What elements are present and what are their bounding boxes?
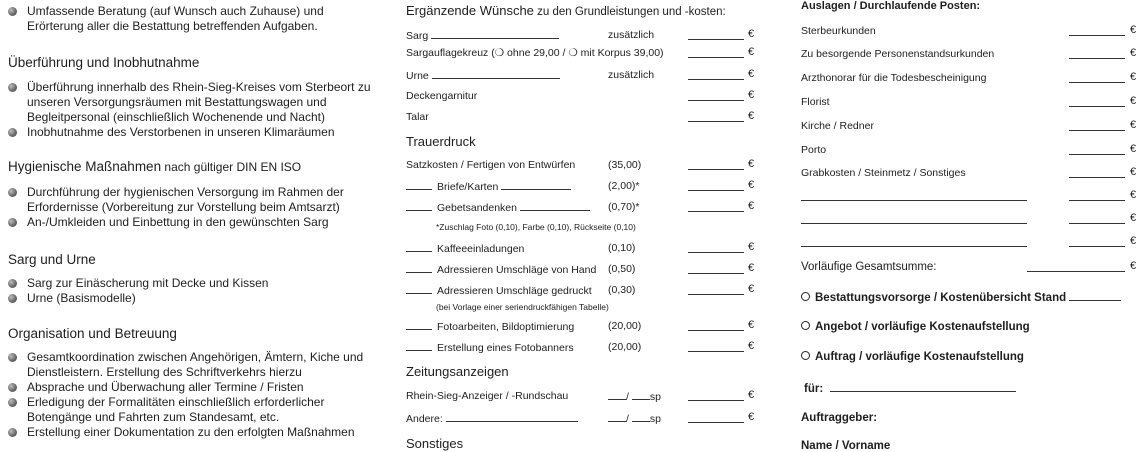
currency-label: € bbox=[1130, 166, 1137, 178]
option-order[interactable] bbox=[801, 351, 1024, 363]
size-field[interactable] bbox=[608, 412, 626, 422]
option-offer[interactable] bbox=[801, 321, 1030, 333]
list-item-text: An-/Umkleiden und Einbettung in den gewünschten Sarg bbox=[27, 215, 329, 229]
print-price: (0,10) bbox=[608, 242, 636, 254]
radio-circle-icon[interactable] bbox=[801, 351, 810, 360]
quantity-field[interactable] bbox=[406, 180, 432, 190]
print-row bbox=[406, 242, 758, 256]
currency-label: € bbox=[748, 283, 755, 295]
amount-field[interactable] bbox=[688, 351, 744, 352]
print-price: (0,70)* bbox=[608, 201, 640, 213]
total-amount-field[interactable] bbox=[1027, 271, 1125, 272]
newspaper-label: Andere: bbox=[406, 412, 578, 425]
list-item-text: Absprache und Überwachung aller Termine / Fristen bbox=[27, 380, 304, 394]
section-title-organisation: Organisation und Betreuung bbox=[8, 326, 177, 341]
radio-circle-icon[interactable] bbox=[801, 292, 810, 301]
list-item bbox=[8, 380, 380, 395]
currency-label: € bbox=[1130, 189, 1137, 201]
option-label: Bestattungsvorsorge / Kostenübersicht Stand bbox=[815, 292, 1067, 304]
blank-expense-row bbox=[801, 190, 1140, 204]
total-row bbox=[801, 261, 1140, 275]
newspaper-fill-line[interactable] bbox=[446, 412, 578, 422]
bullet-icon bbox=[8, 383, 17, 392]
wish-label: Sarg bbox=[406, 29, 559, 42]
expense-row bbox=[801, 96, 1140, 110]
print-row bbox=[406, 159, 758, 173]
currency-label: € bbox=[748, 158, 755, 170]
bullet-icon bbox=[8, 398, 17, 407]
newspaper-size: / sp bbox=[608, 390, 661, 403]
currency-label: € bbox=[748, 89, 755, 101]
print-row bbox=[406, 320, 758, 334]
wish-row-gown bbox=[406, 111, 758, 125]
print-fill-line[interactable] bbox=[501, 180, 571, 190]
section-title-transfer: Überführung und Inobhutnahme bbox=[8, 55, 200, 70]
quantity-field[interactable] bbox=[406, 263, 432, 273]
list-item-text: Urne (Basismodelle) bbox=[27, 291, 136, 305]
for-name-field[interactable] bbox=[830, 381, 1016, 392]
list-item-text: Umfassende Beratung (auf Wunsch auch Zuhause) und Erörterung aller die Bestattung betreffenden Aufgaben. bbox=[27, 4, 324, 33]
print-price: (0,30) bbox=[608, 284, 636, 296]
wishes-heading bbox=[406, 3, 726, 18]
photo-surcharge-note: *Zuschlag Foto (0,10), Farbe (0,10), Rückseite (0,10) bbox=[436, 222, 636, 232]
newspaper-size: / sp bbox=[608, 412, 661, 425]
print-price: (0,50) bbox=[608, 263, 636, 275]
currency-label: € bbox=[1130, 119, 1137, 131]
wish-row-blanket bbox=[406, 90, 758, 104]
list-item-text: Sarg zur Einäscherung mit Decke und Kissen bbox=[27, 276, 269, 290]
option-label: Auftrag / vorläufige Kostenaufstellung bbox=[815, 351, 1024, 363]
list-item bbox=[8, 185, 380, 215]
coffin-list bbox=[8, 276, 380, 306]
bullet-icon bbox=[8, 7, 17, 16]
print-row bbox=[406, 284, 758, 298]
amount-field[interactable] bbox=[688, 121, 744, 122]
amount-field[interactable] bbox=[688, 294, 744, 295]
bullet-icon bbox=[8, 353, 17, 362]
expense-row bbox=[801, 72, 1140, 86]
currency-label: € bbox=[1130, 212, 1137, 224]
trauerdruck-heading: Trauerdruck bbox=[406, 134, 476, 149]
currency-label: € bbox=[1130, 235, 1137, 247]
for-label: für: bbox=[804, 383, 824, 395]
hygiene-list bbox=[8, 185, 380, 230]
quantity-field[interactable] bbox=[406, 201, 432, 211]
currency-label: € bbox=[1130, 143, 1137, 155]
amount-field[interactable] bbox=[1069, 82, 1125, 83]
print-label: Fotoarbeiten, Bildoptimierung bbox=[406, 320, 574, 333]
list-item bbox=[8, 395, 380, 425]
total-label: Vorläufige Gesamtsumme: bbox=[801, 261, 937, 273]
print-row bbox=[406, 263, 758, 277]
newspaper-row bbox=[406, 412, 758, 426]
expense-row bbox=[801, 167, 1140, 181]
list-item-text: Durchführung der hygienischen Versorgung im Rahmen der Erfordernisse (Vorbereitung zur Vorstellung beim Amtsarzt) bbox=[27, 185, 344, 214]
wish-label: Sargauflagekreuz (❍ ohne 29,00 / ❍ mit Korpus 39,00) bbox=[406, 47, 664, 59]
expense-label: Grabkosten / Steinmetz / Sonstiges bbox=[801, 167, 966, 179]
wish-row-urn bbox=[406, 69, 758, 83]
print-label: Satzkosten / Fertigen von Entwürfen bbox=[406, 159, 576, 171]
amount-field[interactable] bbox=[1069, 246, 1125, 247]
list-item bbox=[8, 80, 380, 125]
amount-field[interactable] bbox=[688, 252, 744, 253]
list-item bbox=[8, 276, 380, 291]
client-label: Auftraggeber: bbox=[801, 412, 878, 424]
print-row bbox=[406, 201, 758, 215]
wish-label: Talar bbox=[406, 111, 429, 123]
quantity-field[interactable] bbox=[406, 341, 432, 351]
amount-field[interactable] bbox=[1069, 106, 1125, 107]
wish-row-coffin bbox=[406, 29, 758, 43]
amount-field[interactable] bbox=[1069, 58, 1125, 59]
bullet-icon bbox=[8, 218, 17, 227]
currency-label: € bbox=[748, 46, 755, 58]
sp-field[interactable] bbox=[632, 390, 650, 400]
size-field[interactable] bbox=[608, 390, 626, 400]
amount-field[interactable] bbox=[1069, 200, 1125, 201]
wish-fill-line[interactable] bbox=[432, 69, 560, 79]
section-title-coffin: Sarg und Urne bbox=[8, 252, 96, 267]
blank-label-field[interactable] bbox=[801, 223, 1027, 224]
organisation-list bbox=[8, 350, 380, 440]
wish-col: zusätzlich bbox=[608, 29, 655, 41]
currency-label: € bbox=[748, 340, 755, 352]
blank-label-field[interactable] bbox=[801, 246, 1027, 247]
misc-heading: Sonstiges bbox=[406, 436, 464, 451]
list-item bbox=[8, 215, 380, 230]
currency-label: € bbox=[748, 241, 755, 253]
currency-label: € bbox=[748, 262, 755, 274]
bullet-icon bbox=[8, 83, 17, 92]
amount-field[interactable] bbox=[688, 39, 744, 40]
print-row bbox=[406, 341, 758, 355]
for-row bbox=[804, 381, 1016, 395]
radio-circle-icon[interactable] bbox=[801, 321, 810, 330]
quantity-field[interactable] bbox=[406, 284, 432, 294]
list-item bbox=[8, 425, 380, 440]
currency-label: € bbox=[748, 28, 755, 40]
print-price: (20,00) bbox=[608, 320, 642, 332]
wish-fill-line[interactable] bbox=[431, 29, 559, 39]
wishes-heading-main: Ergänzende Wünsche bbox=[406, 3, 534, 18]
transfer-list bbox=[8, 80, 380, 140]
section-title-hygiene-main: Hygienische Maßnahmen bbox=[8, 159, 162, 174]
newspaper-row bbox=[406, 390, 758, 404]
amount-field[interactable] bbox=[688, 100, 744, 101]
list-item bbox=[8, 291, 380, 306]
expense-row bbox=[801, 48, 1140, 62]
currency-label: € bbox=[748, 200, 755, 212]
bullet-icon bbox=[8, 279, 17, 288]
currency-label: € bbox=[748, 319, 755, 331]
currency-label: € bbox=[1130, 71, 1137, 83]
amount-field[interactable] bbox=[688, 190, 744, 191]
list-item-text: Überführung innerhalb des Rhein-Sieg-Kreises vom Sterbeort zu unseren Versorgungsräumen mit Bestattungswagen und Begleitpersonal (einschließlich Wochenende und Nacht) bbox=[27, 80, 371, 124]
wishes-heading-sub: zu den Grundleistungen und -kosten: bbox=[533, 6, 726, 18]
quantity-field[interactable] bbox=[406, 242, 432, 252]
amount-field[interactable] bbox=[688, 79, 744, 80]
print-fill-line[interactable] bbox=[520, 201, 590, 211]
print-price: (2,00)* bbox=[608, 180, 640, 192]
print-label: Adressieren Umschläge gedruckt bbox=[406, 284, 592, 297]
blank-expense-row bbox=[801, 213, 1140, 227]
amount-field[interactable] bbox=[1069, 130, 1125, 131]
currency-label: € bbox=[1130, 260, 1137, 272]
list-item-text: Erledigung der Formalitäten einschließlich erforderlicher Botengänge und Fahrten zum Standesamt, etc. bbox=[27, 395, 325, 424]
list-item-text: Inobhutnahme des Verstorbenen in unseren Klimaräumen bbox=[27, 125, 335, 139]
print-label: Kaffeeeinladungen bbox=[406, 242, 524, 255]
newspaper-label: Rhein-Sieg-Anzeiger / -Rundschau bbox=[406, 390, 569, 402]
intro-list bbox=[8, 4, 380, 34]
print-price: (20,00) bbox=[608, 341, 642, 353]
print-label: Gebetsandenken bbox=[406, 201, 590, 214]
wish-label: Urne bbox=[406, 69, 560, 82]
bullet-icon bbox=[8, 128, 17, 137]
amount-field[interactable] bbox=[688, 211, 744, 212]
print-row bbox=[406, 180, 758, 194]
bullet-icon bbox=[8, 188, 17, 197]
blank-label-field[interactable] bbox=[801, 200, 1027, 201]
currency-label: € bbox=[748, 179, 755, 191]
quantity-field[interactable] bbox=[406, 320, 432, 330]
date-field[interactable] bbox=[1069, 290, 1121, 301]
amount-field[interactable] bbox=[688, 422, 744, 423]
list-item-text: Erstellung einer Dokumentation zu den erfolgten Maßnahmen bbox=[27, 425, 355, 439]
amount-field[interactable] bbox=[1069, 177, 1125, 178]
list-item bbox=[8, 4, 380, 34]
currency-label: € bbox=[748, 110, 755, 122]
list-item bbox=[8, 350, 380, 380]
blank-expense-row bbox=[801, 236, 1140, 250]
expense-label: Florist bbox=[801, 96, 830, 108]
currency-label: € bbox=[1130, 95, 1137, 107]
print-label: Briefe/Karten bbox=[406, 180, 571, 193]
name-label: Name / Vorname bbox=[801, 440, 891, 452]
sp-field[interactable] bbox=[632, 412, 650, 422]
list-item-text: Gesamtkoordination zwischen Angehörigen, Ämtern, Kiche und Dienstleistern. Erstellung des Schriftverkehrs hierzu bbox=[27, 350, 364, 379]
print-label: Erstellung eines Fotobanners bbox=[406, 341, 574, 354]
amount-field[interactable] bbox=[688, 400, 744, 401]
bullet-icon bbox=[8, 428, 17, 437]
amount-field[interactable] bbox=[1069, 35, 1125, 36]
list-item bbox=[8, 125, 380, 140]
expense-row bbox=[801, 120, 1140, 134]
expense-row bbox=[801, 25, 1140, 39]
amount-field[interactable] bbox=[1069, 154, 1125, 155]
newspaper-heading: Zeitungsanzeigen bbox=[406, 364, 509, 379]
amount-field[interactable] bbox=[688, 273, 744, 274]
expense-label: Kirche / Redner bbox=[801, 120, 874, 132]
bullet-icon bbox=[8, 294, 17, 303]
amount-field[interactable] bbox=[1069, 223, 1125, 224]
expense-row bbox=[801, 144, 1140, 158]
wish-row-cross bbox=[406, 47, 758, 61]
wish-col: zusätzlich bbox=[608, 69, 655, 81]
option-provision[interactable] bbox=[801, 290, 1121, 304]
section-title-hygiene-suffix: nach gültiger DIN EN ISO bbox=[161, 160, 302, 174]
wish-label: Deckengarnitur bbox=[406, 90, 478, 102]
option-label: Angebot / vorläufige Kostenaufstellung bbox=[815, 321, 1030, 333]
currency-label: € bbox=[748, 68, 755, 80]
currency-label: € bbox=[748, 411, 755, 423]
expense-label: Porto bbox=[801, 144, 827, 156]
currency-label: € bbox=[1130, 47, 1137, 59]
expense-label: Arzthonorar für die Todesbescheinigung bbox=[801, 72, 987, 84]
print-label: Adressieren Umschläge von Hand bbox=[406, 263, 596, 276]
amount-field[interactable] bbox=[688, 330, 744, 331]
currency-label: € bbox=[1130, 24, 1137, 36]
expense-label: Sterbeurkunden bbox=[801, 25, 876, 37]
amount-field[interactable] bbox=[688, 57, 744, 58]
series-print-note: (bei Vorlage einer seriendruckfähigen Tabelle) bbox=[436, 302, 609, 312]
print-price: (35,00) bbox=[608, 159, 642, 171]
amount-field[interactable] bbox=[688, 169, 744, 170]
section-title-hygiene bbox=[8, 159, 301, 175]
expenses-heading: Auslagen / Durchlaufende Posten: bbox=[801, 0, 981, 12]
expense-label: Zu besorgende Personenstandsurkunden bbox=[801, 48, 995, 60]
currency-label: € bbox=[748, 389, 755, 401]
